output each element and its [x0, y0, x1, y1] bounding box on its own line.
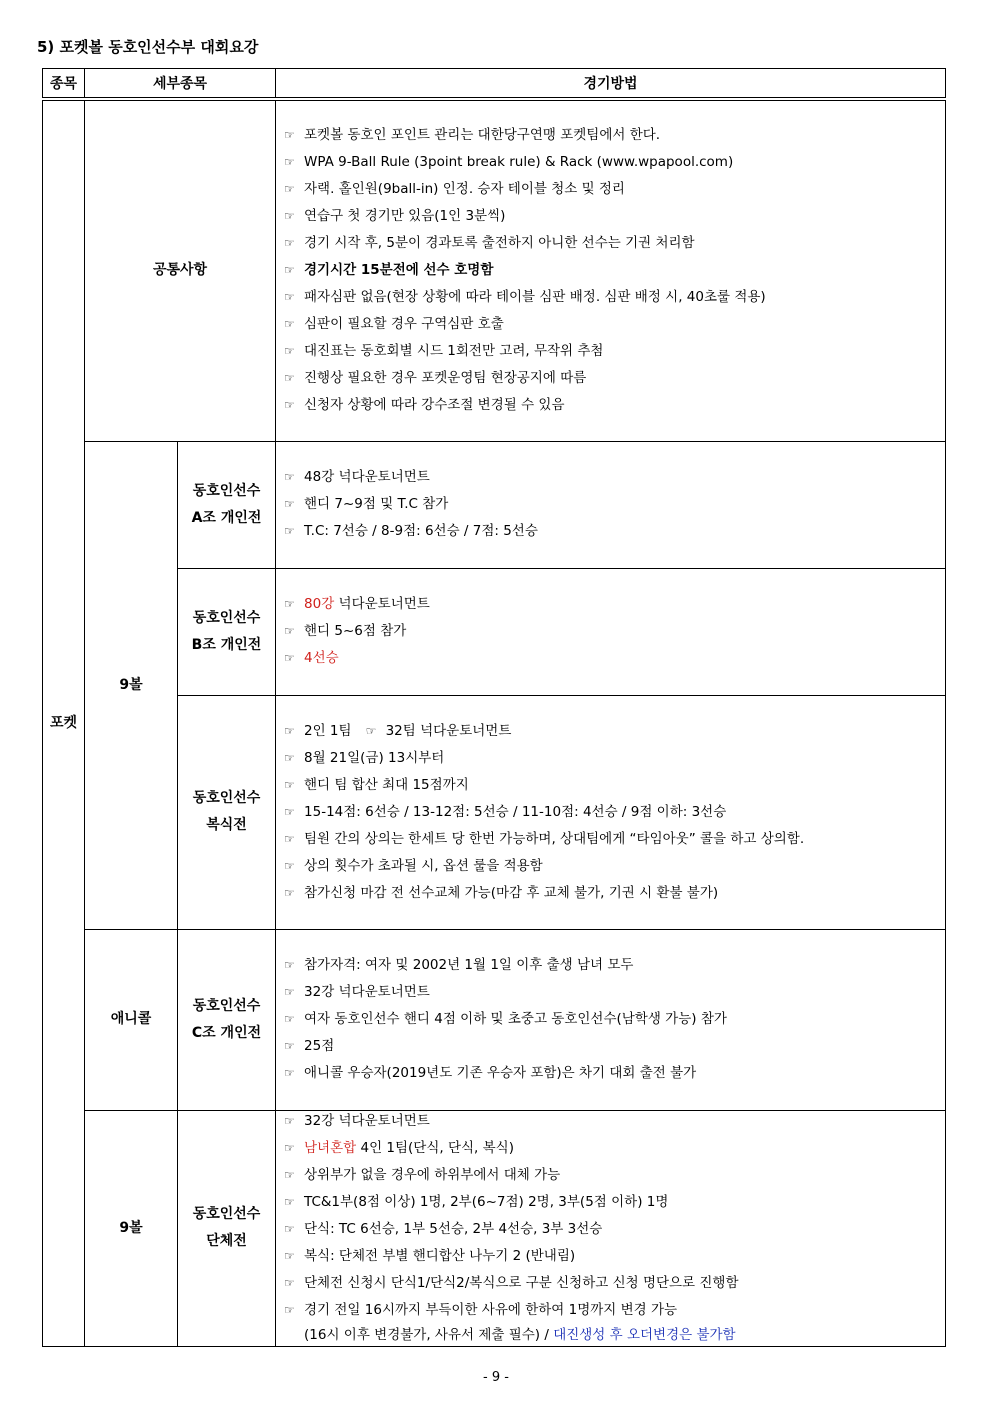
- list-item-text: 상의 횟수가 초과될 시, 옵션 룰을 적용함: [304, 857, 543, 874]
- team-item1: 32강 넉다운토너먼트: [304, 1112, 430, 1129]
- list-item-text: 상위부가 없을 경우에 하위부에서 대체 가능: [304, 1166, 561, 1183]
- tournament-rules-table: [42, 68, 946, 1347]
- list-item: [284, 1216, 945, 1243]
- list-item: [284, 591, 945, 618]
- pointing-hand-icon: ☞: [365, 723, 377, 738]
- pointing-hand-icon: ☞: [284, 1275, 295, 1290]
- pointing-hand-icon: ☞: [284, 1066, 295, 1080]
- b-item2-text: 핸디 5~6점 참가: [304, 623, 407, 639]
- b-label-line1: 동호인선수: [192, 609, 261, 626]
- category-cell: 포켓: [43, 99, 85, 1346]
- list-item: [284, 1135, 945, 1162]
- list-item: [284, 1006, 945, 1033]
- pointing-hand-icon: ☞: [284, 831, 295, 846]
- list-item: [284, 203, 945, 230]
- team-label-line1: 동호인선수: [192, 1206, 261, 1222]
- pointing-hand-icon: ☞: [284, 1194, 295, 1209]
- list-item-text: 진행상 필요한 경우 포켓운영팀 현장공지에 따름: [304, 370, 587, 387]
- pointing-hand-icon: ☞: [284, 1113, 295, 1128]
- list-item-text: 포켓볼 동호인 포인트 관리는 대한당구연맹 포켓팀에서 한다.: [304, 127, 661, 144]
- list-item-text: 대진표는 동호회별 시드 1회전만 고려, 무작위 추첨: [304, 343, 604, 360]
- list-item-text: 48강 넉다운토너먼트: [304, 469, 430, 485]
- team-rules-list: [276, 1108, 945, 1162]
- team-item2-red: 남녀혼합: [304, 1139, 357, 1156]
- list-item-text: 경기 시작 후, 5분이 경과토록 출전하지 아니한 선수는 기권 처리함: [304, 235, 695, 252]
- pointing-hand-icon: ☞: [284, 597, 295, 611]
- pointing-hand-icon: ☞: [284, 777, 295, 792]
- team-rules-list-3: [276, 1324, 945, 1346]
- list-item: [284, 1270, 945, 1297]
- list-item: [284, 979, 945, 1006]
- pointing-hand-icon: ☞: [284, 1140, 295, 1155]
- list-item-text: 경기 전일 16시까지 부득이한 사유에 한하여 1명까지 변경 가능: [304, 1301, 678, 1318]
- pointing-hand-icon: ☞: [284, 497, 295, 511]
- team-nine-ball-label: 9볼: [85, 1110, 178, 1346]
- table-row-b-individual: [43, 568, 946, 695]
- doubles-method-cell: [276, 695, 946, 929]
- list-item: [284, 1243, 945, 1270]
- pointing-hand-icon: ☞: [284, 651, 295, 665]
- pointing-hand-icon: ☞: [284, 209, 295, 224]
- pointing-hand-icon: ☞: [284, 128, 295, 143]
- list-item-text: 참가자격: 여자 및 2002년 1월 1일 이후 출생 남녀 모두: [304, 957, 634, 973]
- b-label-line2: B조 개인전: [191, 636, 262, 653]
- list-item: [284, 338, 945, 365]
- b-item1-text: 넉다운토너먼트: [334, 596, 430, 612]
- list-item-text: 25점: [304, 1038, 335, 1054]
- pointing-hand-icon: ☞: [284, 1039, 295, 1053]
- list-item-text: 신청자 상황에 따라 강수조절 변경될 수 있음: [304, 397, 565, 414]
- pointing-hand-icon: ☞: [284, 344, 295, 359]
- team-rules-list-2: [276, 1162, 945, 1324]
- pointing-hand-icon: ☞: [284, 263, 295, 278]
- c-rules-list: [276, 952, 945, 1087]
- b-method-cell: [276, 568, 946, 695]
- pointing-hand-icon: ☞: [284, 958, 295, 972]
- a-individual-label: [178, 441, 276, 568]
- header-method: 경기방법: [276, 69, 946, 100]
- list-item: [284, 1162, 945, 1189]
- table-row-doubles: [43, 695, 946, 929]
- table-row-c-individual: [43, 929, 946, 1110]
- list-item: [284, 284, 945, 311]
- list-item: [284, 799, 945, 826]
- pointing-hand-icon: ☞: [284, 470, 295, 484]
- list-item-text: TC&1부(8점 이상) 1명, 2부(6~7점) 2명, 3부(5점 이하) 1명: [304, 1193, 669, 1210]
- pointing-hand-icon: ☞: [284, 1012, 295, 1026]
- pointing-hand-icon: ☞: [284, 371, 295, 386]
- list-item: [284, 149, 945, 176]
- list-item-text: T.C: 7선승 / 8-9점: 6선승 / 7점: 5선승: [304, 523, 538, 539]
- list-item-text: 단식: TC 6선승, 1부 5선승, 2부 4선승, 3부 3선승: [304, 1220, 603, 1237]
- list-item-text: 경기시간 15분전에 선수 호명함: [304, 262, 494, 279]
- pointing-hand-icon: ☞: [284, 624, 295, 638]
- list-item: [284, 826, 945, 853]
- table-row-team: [43, 1110, 946, 1346]
- b-red-text: 80강: [304, 596, 335, 612]
- section-title: 5) 포켓볼 동호인선수부 대회요강: [37, 38, 259, 56]
- common-method-cell: [276, 99, 946, 441]
- list-item-text: 복식: 단체전 부별 핸디합산 나누기 2 (반내림): [304, 1247, 576, 1264]
- list-item-text: 여자 동호인선수 핸디 4점 이하 및 초중고 동호인선수(남학생 가능) 참가: [304, 1011, 727, 1027]
- pointing-hand-icon: ☞: [284, 1302, 295, 1317]
- list-item: [284, 880, 945, 907]
- pointing-hand-icon: ☞: [284, 985, 295, 999]
- pointing-hand-icon: ☞: [284, 1248, 295, 1263]
- c-method-cell: [276, 929, 946, 1110]
- pointing-hand-icon: ☞: [284, 524, 295, 538]
- list-item-text: 15-14점: 6선승 / 13-12점: 5선승 / 11-10점: 4선승 / 9점 이하: 3선승: [304, 803, 727, 820]
- doubles-item1a: 2인 1팀: [304, 722, 352, 739]
- nine-ball-label: 9볼: [85, 441, 178, 929]
- pointing-hand-icon: ☞: [284, 723, 295, 738]
- b-rules-list: [276, 591, 945, 672]
- list-item-text: WPA 9-Ball Rule (3point break rule) & Rack (www.wpapool.com): [304, 154, 734, 171]
- list-item-text: 팀원 간의 상의는 한세트 당 한번 가능하며, 상대팀에게 “타임아웃” 콜을 하고 상의함.: [304, 830, 805, 847]
- list-item-text: 8월 21일(금) 13시부터: [304, 749, 445, 766]
- team-item2-rest: 4인 1팀(단식, 단식, 복식): [356, 1139, 514, 1156]
- c-individual-label: [178, 929, 276, 1110]
- b-item3-text: 4선승: [304, 650, 339, 666]
- team-label: [178, 1110, 276, 1346]
- doubles-label-line1: 동호인선수: [192, 790, 261, 806]
- pointing-hand-icon: ☞: [284, 750, 295, 765]
- list-item: [284, 518, 945, 545]
- pointing-hand-icon: ☞: [284, 398, 295, 413]
- list-item-continuation: [284, 1324, 945, 1346]
- page-number: - 9 -: [483, 1370, 509, 1385]
- list-item: [284, 745, 945, 772]
- table-header-row: [43, 69, 946, 100]
- b-individual-label: [178, 568, 276, 695]
- list-item-text: 핸디 7~9점 및 T.C 참가: [304, 496, 449, 512]
- c-label-line2: C조 개인전: [191, 1024, 262, 1041]
- list-item-text: 패자심판 없음(현장 상황에 따라 테이블 심판 배정. 심판 배정 시, 40초룰 적용): [304, 289, 766, 306]
- team-last-cont: (16시 이후 변경불가, 사유서 제출 필수) /: [304, 1326, 554, 1343]
- a-label-line1: 동호인선수: [192, 482, 261, 499]
- pointing-hand-icon: ☞: [284, 155, 295, 170]
- pointing-hand-icon: ☞: [284, 1221, 295, 1236]
- pointing-hand-icon: ☞: [284, 1167, 295, 1182]
- list-item: [284, 122, 945, 149]
- team-last-blue: 대진생성 후 오더변경은 불가함: [553, 1326, 736, 1343]
- pointing-hand-icon: ☞: [284, 858, 295, 873]
- c-label-line1: 동호인선수: [192, 997, 261, 1014]
- list-item: [284, 1297, 945, 1324]
- header-subcategory: 세부종목: [85, 69, 276, 100]
- team-method-cell: [276, 1110, 946, 1346]
- list-item: [284, 772, 945, 799]
- list-item: [284, 365, 945, 392]
- list-item-text: 32강 넉다운토너먼트: [304, 984, 430, 1000]
- common-label: 공통사항: [85, 99, 276, 441]
- list-item: [284, 645, 945, 672]
- pointing-hand-icon: ☞: [284, 317, 295, 332]
- header-category: 종목: [43, 69, 85, 100]
- list-item: [284, 718, 945, 745]
- list-item: [284, 618, 945, 645]
- list-item: [284, 952, 945, 979]
- pointing-hand-icon: ☞: [284, 290, 295, 305]
- doubles-rules-list: [276, 718, 945, 907]
- list-item: [284, 230, 945, 257]
- doubles-label: [178, 695, 276, 929]
- list-item: [284, 491, 945, 518]
- pointing-hand-icon: ☞: [284, 182, 295, 197]
- list-item-text: 자랙. 홀인원(9ball-in) 인정. 승자 테이블 청소 및 정리: [304, 181, 625, 198]
- list-item: [284, 311, 945, 338]
- pointing-hand-icon: ☞: [284, 804, 295, 819]
- list-item-text: 단체전 신청시 단식1/단식2/복식으로 구분 신청하고 신청 명단으로 진행함: [304, 1274, 739, 1291]
- table-row-a-individual: [43, 441, 946, 568]
- list-item: [284, 257, 945, 284]
- list-item-text: 애니콜 우승자(2019년도 기존 우승자 포함)은 차기 대회 출전 불가: [304, 1065, 697, 1081]
- table-row-common: [43, 99, 946, 441]
- list-item: [284, 853, 945, 880]
- list-item: [284, 392, 945, 419]
- list-item-text: 심판이 필요할 경우 구역심판 호출: [304, 316, 504, 333]
- team-label-line2: 단체전: [206, 1233, 247, 1249]
- list-item: [284, 1033, 945, 1060]
- pointing-hand-icon: ☞: [284, 236, 295, 251]
- list-item: [284, 1189, 945, 1216]
- list-item-text: 연습구 첫 경기만 있음(1인 3분씩): [304, 208, 506, 225]
- list-item-text: 핸디 팀 합산 최대 15점까지: [304, 776, 469, 793]
- doubles-label-line2: 복식전: [206, 817, 247, 833]
- pointing-hand-icon: ☞: [284, 885, 295, 900]
- list-item: [284, 1060, 945, 1087]
- a-rules-list: [276, 464, 945, 545]
- list-item: [284, 1108, 945, 1135]
- list-item: [284, 464, 945, 491]
- a-method-cell: [276, 441, 946, 568]
- list-item-text: 참가신청 마감 전 선수교체 가능(마감 후 교체 불가, 기권 시 환불 불가): [304, 884, 719, 901]
- any-call-label: 애니콜: [85, 929, 178, 1110]
- a-label-line2: A조 개인전: [191, 509, 262, 526]
- list-item: [284, 176, 945, 203]
- doubles-item1b: 32팀 넉다운토너먼트: [385, 722, 512, 739]
- common-rules-list: [276, 122, 945, 419]
